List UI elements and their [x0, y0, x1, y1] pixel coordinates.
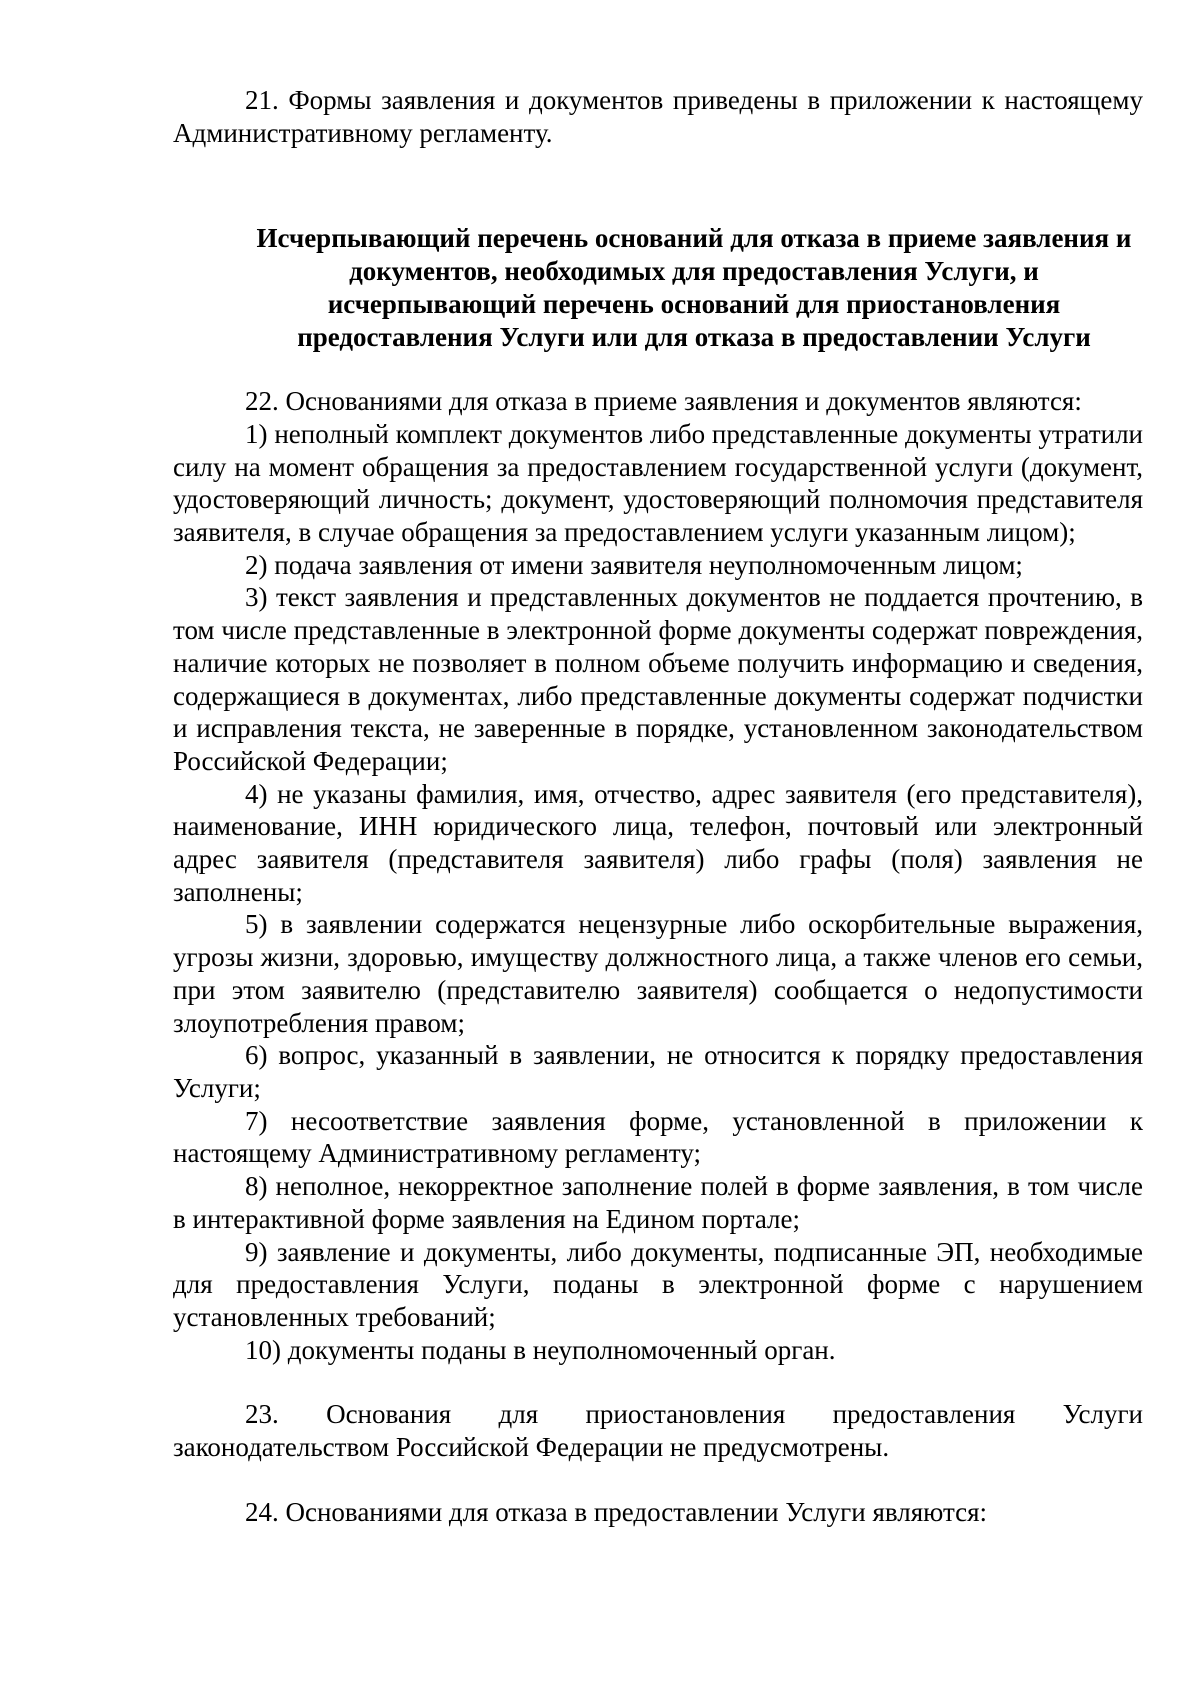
list-item-22-8: 8) неполное, некорректное заполнение полей в форме заявления, в том числе в интерактивной форме заявления на Едином портале; [173, 1171, 1143, 1234]
list-item-22-2: 2) подача заявления от имени заявителя неуполномоченным лицом; [245, 549, 1023, 580]
list-item-22-3: 3) текст заявления и представленных документов не поддается прочтению, в том числе представленные в электронной форме документы содержат повреждения, наличие которых не позволяет в полном объеме получить информацию и сведения, содержащиеся в документах, либо представленные документы содержат подчистки и исправления текста, не заверенные в порядке, установленном законодательством Российской Федерации; [173, 582, 1143, 776]
spacer [173, 1366, 1143, 1398]
list-item-22-1: 1) неполный комплект документов либо представленные документы утратили силу на момент обращения за предоставлением государственной услуги (документ, удостоверяющий личность; документ, удостоверяющий полномочия представителя заявителя, в случае обращения за предоставлением услуги указанным лицом); [173, 418, 1143, 548]
paragraph-24: 24. Основаниями для отказа в предоставлении Услуги являются: [245, 1496, 988, 1527]
list-item-22-10: 10) документы поданы в неуполномоченный орган. [245, 1334, 836, 1365]
paragraph-21: 21. Формы заявления и документов приведены в приложении к настоящему Административному регламенту. [173, 85, 1143, 148]
list-item-22-6: 6) вопрос, указанный в заявлении, не относится к порядку предоставления Услуги; [173, 1040, 1143, 1103]
list-item-22-9: 9) заявление и документы, либо документы, подписанные ЭП, необходимые для предоставления Услуги, поданы в электронной форме с нарушением установленных требований; [173, 1236, 1143, 1332]
document-page [173, 84, 1143, 1528]
paragraph-22: 22. Основаниями для отказа в приеме заявления и документов являются: [245, 386, 1082, 417]
paragraph-23: 23. Основания для приостановления предоставления Услуги законодательством Российской Федерации не предусмотрены. [173, 1399, 1143, 1463]
list-item-22-5: 5) в заявлении содержатся нецензурные либо оскорбительные выражения, угрозы жизни, здоровью, имуществу должностного лица, а также членов его семьи, при этом заявителю (представителю заявителя) сообщается о недопустимости злоупотребления правом; [173, 909, 1143, 1038]
spacer [173, 1464, 1143, 1496]
spacer [173, 353, 1143, 385]
list-item-22-4: 4) не указаны фамилия, имя, отчество, адрес заявителя (его представителя), наименование, ИНН юридического лица, телефон, почтовый или электронный адрес заявителя (представителя заявителя) либо графы (поля) заявления не заполнены; [173, 778, 1143, 907]
list-item-22-7: 7) несоответствие заявления форме, установленной в приложении к настоящему Административному регламенту; [173, 1105, 1143, 1169]
spacer [173, 149, 1143, 222]
section-heading: Исчерпывающий перечень оснований для отказа в приеме заявления и документов, необходимых для предоставления Услуги, и исчерпывающий перечень оснований для приостановления предоставления Услуги или для отказа в предоставлении Услуги [256, 223, 1132, 352]
